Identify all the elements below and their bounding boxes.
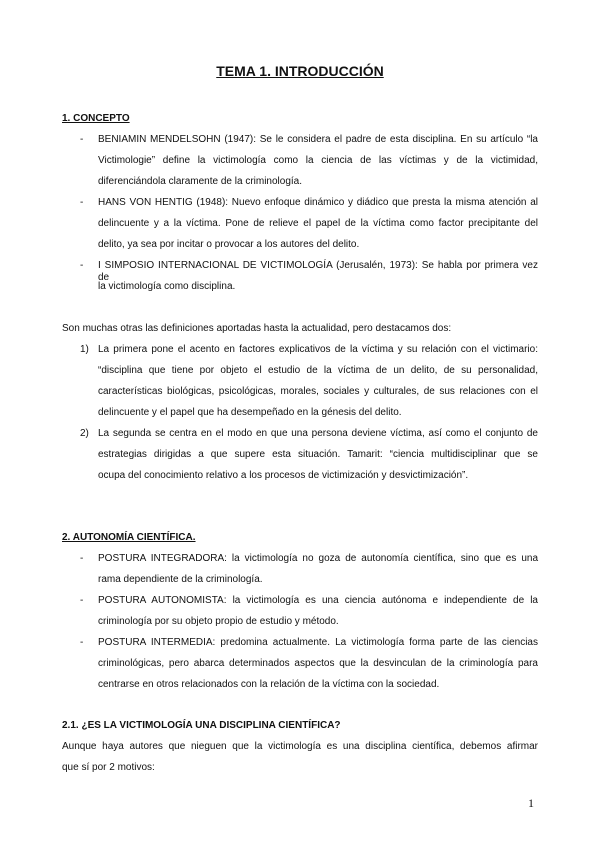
- section-heading-concepto: 1. CONCEPTO: [62, 113, 130, 124]
- paragraph-line: que sí por 2 motivos:: [62, 762, 155, 773]
- paragraph-line: POSTURA INTERMEDIA: predomina actualmente. La victimología forma parte de las ciencias: [98, 637, 538, 648]
- paragraph-line: HANS VON HENTIG (1948): Nuevo enfoque dinámico y diádico que presta la misma atención al: [98, 197, 538, 208]
- paragraph-line: delincuente y a la víctima. Pone de relieve el papel de la víctima como factor precipitante del: [98, 218, 538, 229]
- paragraph-line: rama dependiente de la criminología.: [98, 574, 263, 585]
- paragraph-line: La primera pone el acento en factores explicativos de la víctima y su relación con el victimario:: [98, 344, 538, 355]
- paragraph-line: delito, ya sea por incitar o provocar a los autores del delito.: [98, 239, 360, 250]
- bullet-marker: -: [80, 134, 84, 145]
- bullet-marker: -: [80, 595, 84, 606]
- paragraph-line: criminológicas, pero abarca determinados aspectos que la desvinculan de la criminología para: [98, 658, 538, 669]
- paragraph-line: estrategias dirigidas a que supere esta situación. Tamarit: “ciencia multidisciplinar que se: [98, 449, 538, 460]
- paragraph-line: “disciplina que tiene por objeto el estudio de la víctima de un delito, de su personalidad,: [98, 365, 538, 376]
- paragraph-line: Aunque haya autores que nieguen que la victimología es una disciplina científica, debemos afirmar: [62, 741, 538, 752]
- paragraph-line: La segunda se centra en el modo en que una persona deviene víctima, así como el conjunto de: [98, 428, 538, 439]
- paragraph-line: delincuente y el papel que ha desempeñado en la génesis del delito.: [98, 407, 402, 418]
- paragraph-line: POSTURA AUTONOMISTA: la victimología es una ciencia autónoma e independiente de la: [98, 595, 538, 606]
- section-heading-autonomia: 2. AUTONOMÍA CIENTÍFICA.: [62, 532, 196, 543]
- document-title: TEMA 1. INTRODUCCIÓN: [216, 63, 384, 79]
- paragraph-line: Victimologie” define la victimología como la ciencia de las víctimas y de la victimidad,: [98, 155, 538, 166]
- paragraph-line: POSTURA INTEGRADORA: la victimología no goza de autonomía científica, sino que es una: [98, 553, 538, 564]
- paragraph-line: ocupa del conocimiento relativo a los procesos de victimización y desvictimización”.: [98, 470, 469, 481]
- paragraph-line: criminología por su objeto propio de estudio y método.: [98, 616, 339, 627]
- paragraph-line: la victimología como disciplina.: [98, 281, 236, 292]
- bullet-marker: -: [80, 197, 84, 208]
- subsection-heading: 2.1. ¿ES LA VICTIMOLOGÍA UNA DISCIPLINA CIENTÍFICA?: [62, 720, 341, 731]
- paragraph-line: I SIMPOSIO INTERNACIONAL DE VICTIMOLOGÍA (Jerusalén, 1973): Se habla por primera vez de: [98, 260, 538, 283]
- bullet-marker: -: [80, 637, 84, 648]
- page-number: 1: [528, 796, 534, 810]
- bullet-marker: -: [80, 260, 84, 271]
- list-number: 2): [80, 428, 89, 439]
- list-number: 1): [80, 344, 89, 355]
- paragraph-line: BENIAMIN MENDELSOHN (1947): Se le considera el padre de esta disciplina. En su artículo “la: [98, 134, 538, 145]
- bullet-marker: -: [80, 553, 84, 564]
- paragraph-line: diferenciándola claramente de la criminología.: [98, 176, 303, 187]
- paragraph-line: Son muchas otras las definiciones aportadas hasta la actualidad, pero destacamos dos:: [62, 323, 452, 334]
- paragraph-line: características biológicas, psicológicas, morales, sociales y culturales, de sus relaciones con el: [98, 386, 538, 397]
- paragraph-line: centrarse en otros relacionados con la relación de la víctima con la sociedad.: [98, 679, 440, 690]
